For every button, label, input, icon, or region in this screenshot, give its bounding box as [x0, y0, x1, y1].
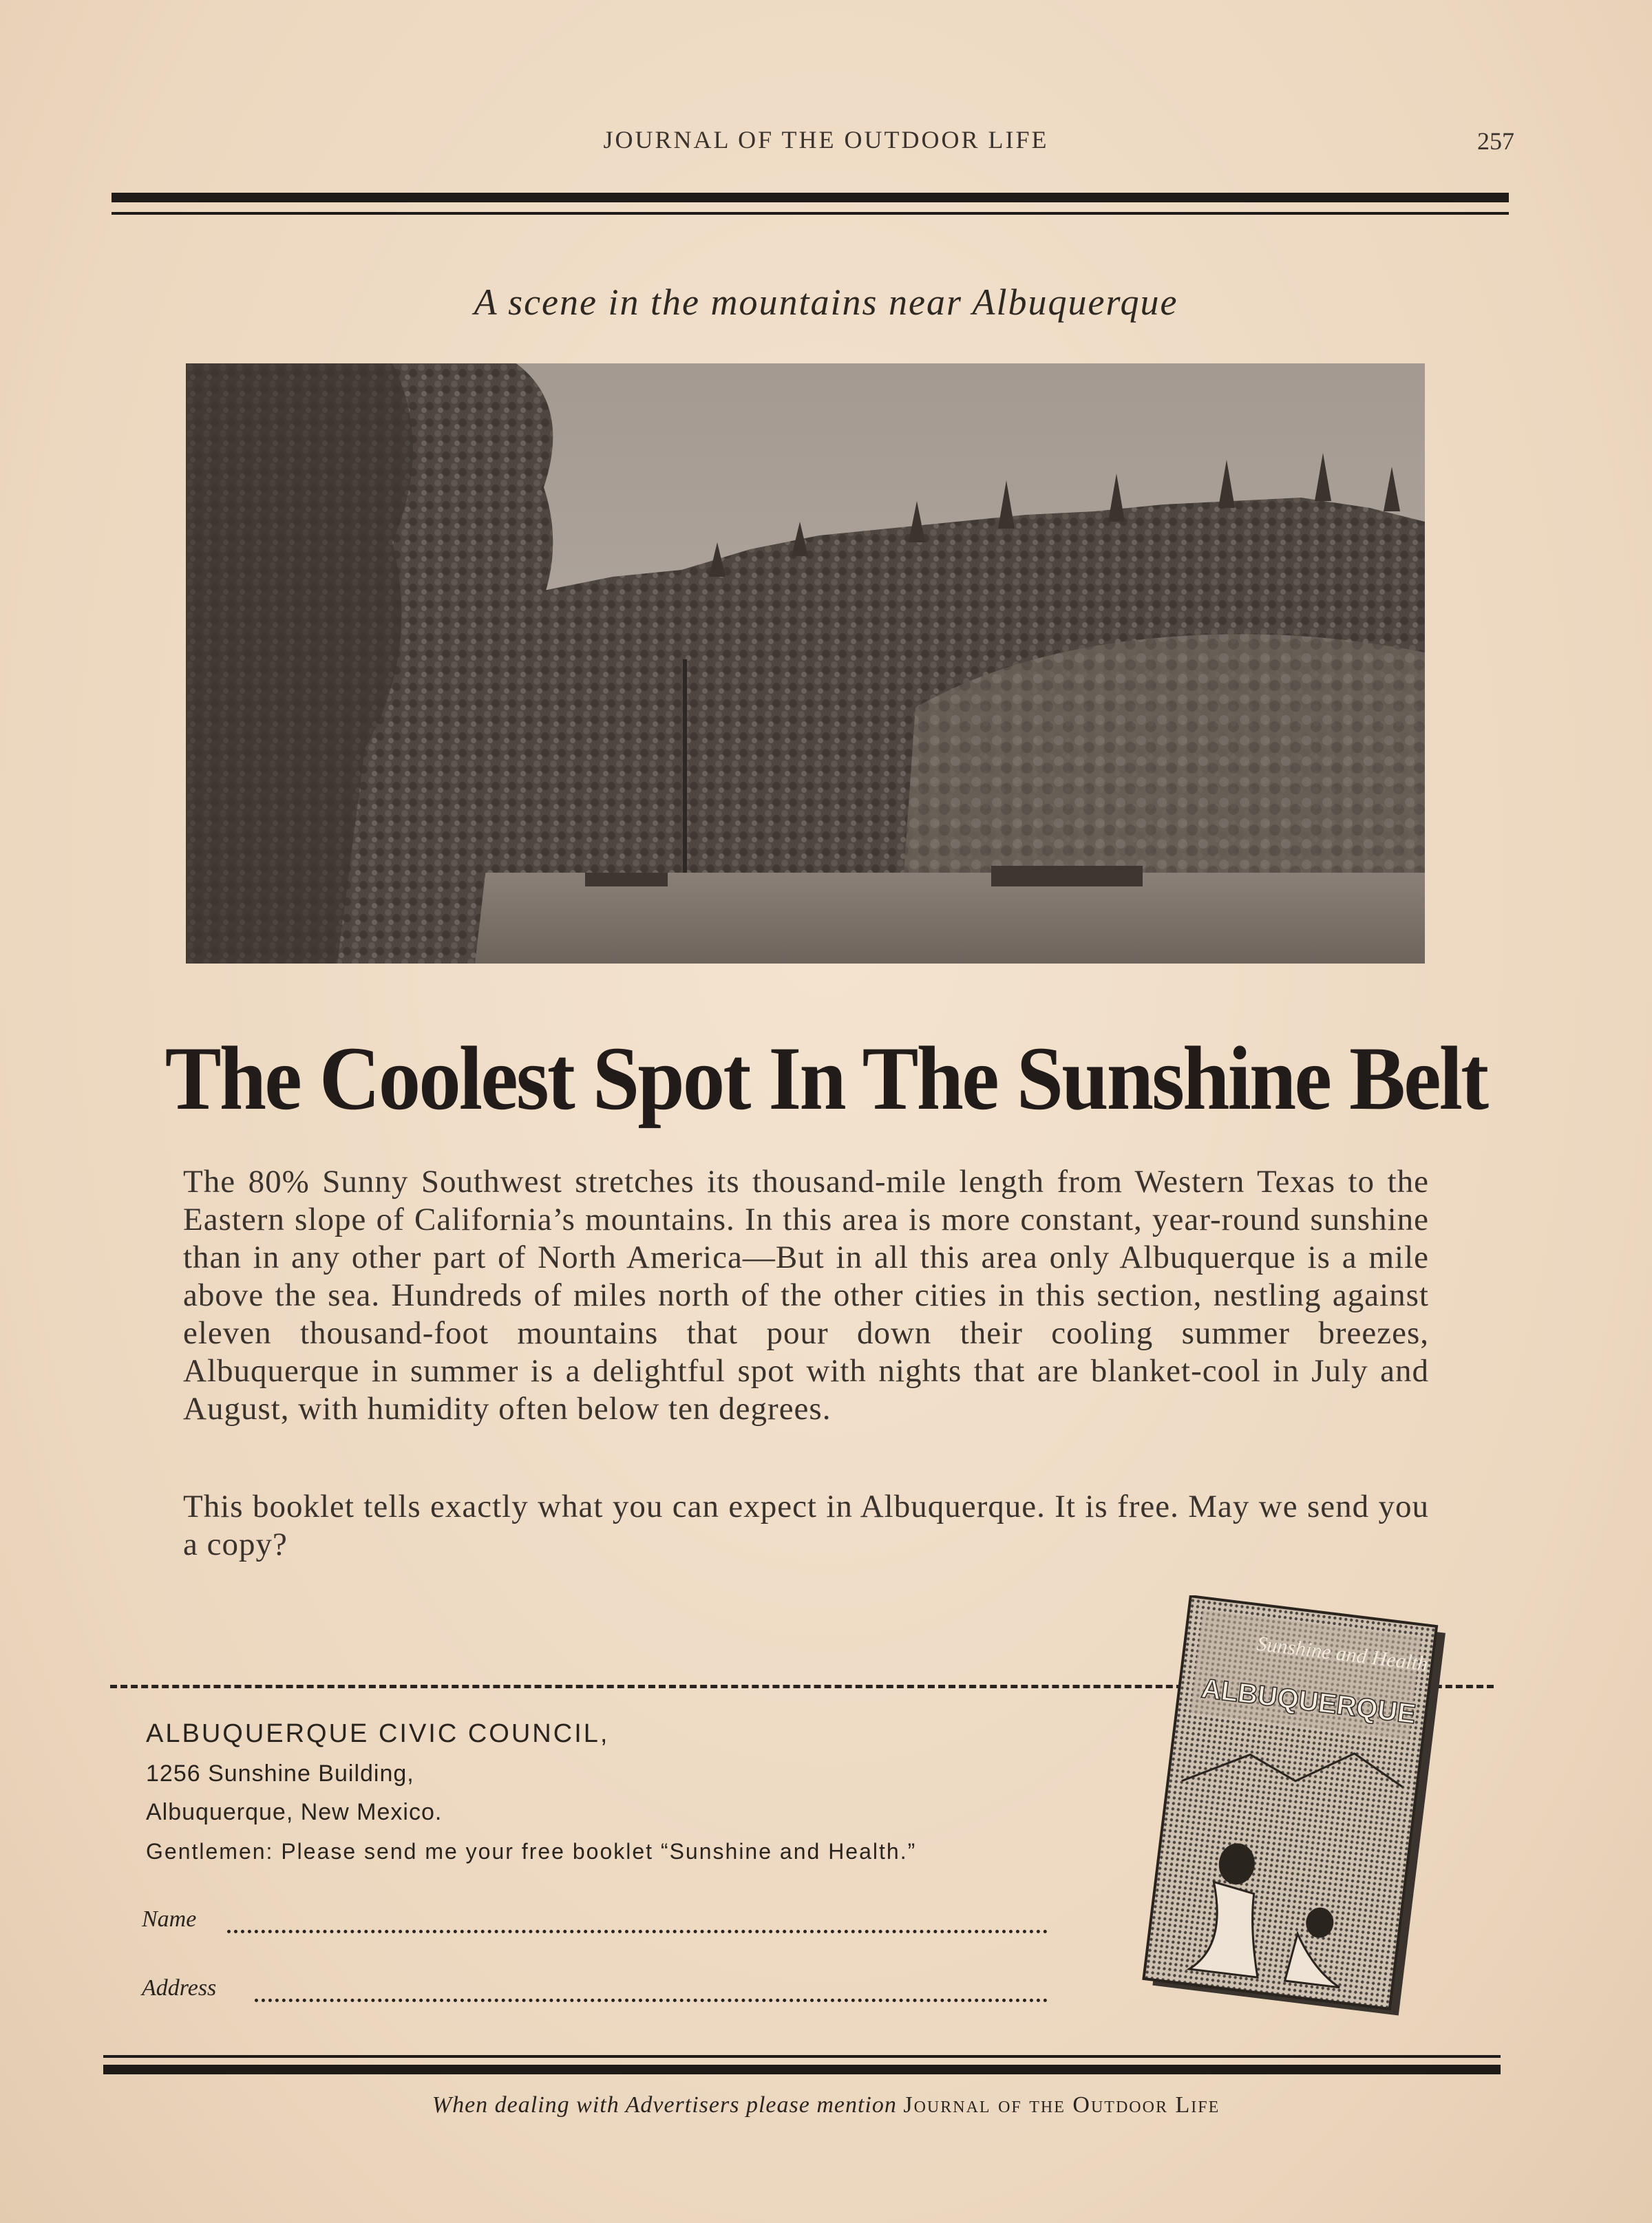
- page-number: 257: [1477, 127, 1514, 155]
- address-label: Address: [142, 1975, 217, 2001]
- running-head: JOURNAL OF THE OUTDOOR LIFE: [603, 126, 1049, 153]
- body-paragraph-2: This booklet tells exactly what you can expect in Albuquerque. It is free. May we send you a copy?: [183, 1489, 1429, 1562]
- coupon-request: Gentlemen: Please send me your free booklet “Sunshine and Health.”: [146, 1839, 917, 1864]
- body-paragraph-1: The 80% Sunny Southwest stretches its thousand-mile length from Western Texas to the Eastern slope of California’s mountains. In this area is more constant, year-round sunshine than in any other part of North America—But in all this area only Albuquerque is a mile above the sea. Hundreds of miles north of the other cities in this section, nestling against eleven thousand-foot mountains that pour down their cooling summer breezes, Albuquerque in summer is a delightful spot with nights that are blanket-cool in July and August, with humidity often below ten degrees.: [183, 1164, 1429, 1427]
- top-rule-thick: [112, 193, 1509, 202]
- booklet-title-script: Sunshine and Health: [1256, 1632, 1430, 1676]
- bottom-rule-thin: [103, 2055, 1501, 2058]
- footer-prefix: When dealing with Advertisers please mention: [432, 2092, 897, 2118]
- address-field[interactable]: [255, 1999, 1048, 2002]
- coupon-address-line2: Albuquerque, New Mexico.: [146, 1799, 443, 1825]
- photo-caption: A scene in the mountains near Albuquerque: [474, 281, 1178, 323]
- booklet-cover-illustration: [1126, 1595, 1463, 2036]
- coupon-address-line1: 1256 Sunshine Building,: [146, 1761, 414, 1787]
- footer-journal: Journal of the Outdoor Life: [903, 2092, 1220, 2118]
- coupon-organization: ALBUQUERQUE CIVIC COUNCIL,: [146, 1719, 610, 1748]
- ad-headline: The Coolest Spot In The Sunshine Belt: [165, 1028, 1487, 1129]
- top-rule-thin: [112, 212, 1509, 215]
- booklet-title-city: ALBUQUERQUE: [1199, 1673, 1418, 1730]
- name-label: Name: [142, 1906, 197, 1932]
- footer-notice: [0, 2092, 1652, 2118]
- bottom-rule-thick: [103, 2065, 1501, 2074]
- mountain-scene-photo: [186, 363, 1425, 964]
- name-field[interactable]: [227, 1930, 1048, 1933]
